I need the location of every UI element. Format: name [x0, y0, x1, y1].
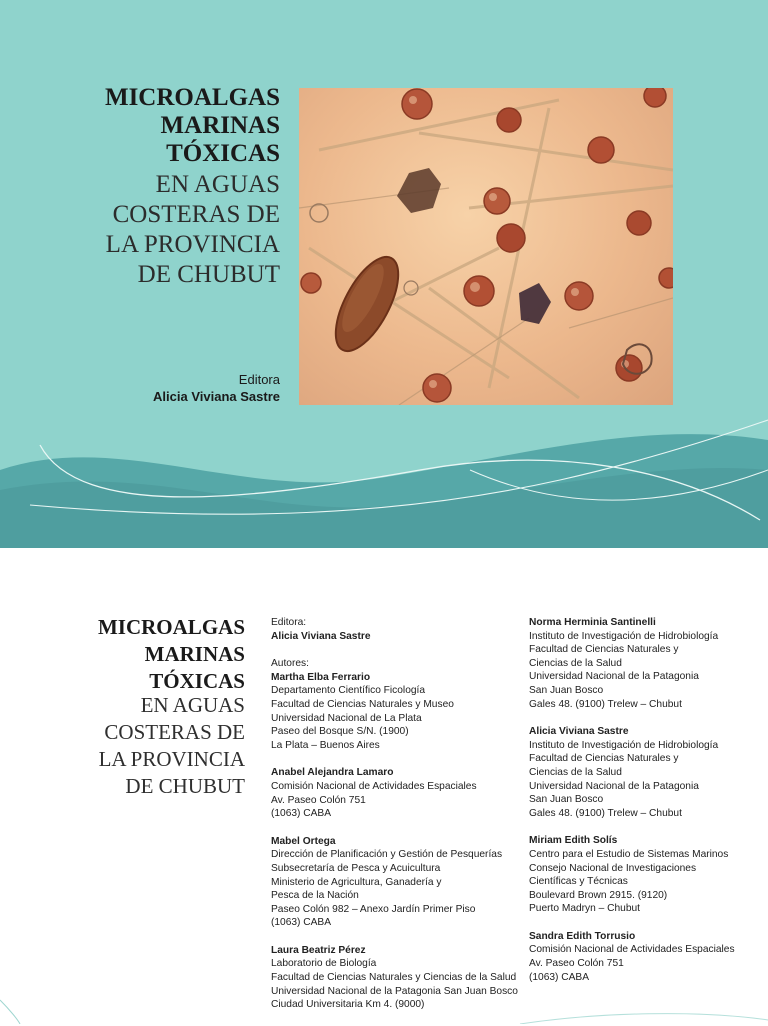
author-name: Sandra Edith Torrusio — [529, 930, 636, 942]
affiliation-line: Facultad de Ciencias Naturales y Ciencias de la Salud — [271, 972, 517, 984]
inner-title-main — [40, 614, 245, 695]
credits-column-1 — [271, 616, 521, 1026]
title-line: MARINAS — [160, 112, 280, 139]
editor-label: Editora: — [271, 617, 307, 628]
author-entry — [529, 930, 764, 984]
affiliation-line: Laboratorio de Biología — [271, 958, 377, 970]
cover-editor-label: Editora — [238, 372, 280, 387]
affiliation-line: Av. Paseo Colón 751 — [529, 958, 624, 970]
affiliation-line: Dirección de Planificación y Gestión de Pesquerías — [271, 849, 503, 861]
affiliation-line: San Juan Bosco — [529, 684, 604, 696]
microalgae-micrograph — [299, 88, 673, 405]
title-line: TÓXICAS — [149, 669, 245, 693]
affiliation-line: Universidad Nacional de la Patagonia San Juan Bosco — [271, 985, 518, 997]
affiliation-line: Consejo Nacional de Investigaciones — [529, 862, 697, 874]
title-line: MICROALGAS — [97, 615, 245, 639]
author-name: Mabel Ortega — [271, 835, 336, 847]
cover-title-main — [40, 84, 280, 168]
affiliation-line: (1063) CABA — [529, 971, 590, 983]
title-line: EN AGUAS — [155, 171, 280, 198]
affiliation-line: Ciencias de la Salud — [529, 766, 622, 778]
affiliation-line: Facultad de Ciencias Naturales y — [529, 753, 679, 765]
title-line: MARINAS — [144, 642, 245, 666]
cover-editor-name: Alicia Viviana Sastre — [153, 389, 280, 404]
title-line: LA PROVINCIA — [105, 231, 280, 258]
title-line: DE CHUBUT — [125, 774, 245, 798]
title-line: EN AGUAS — [140, 693, 245, 717]
affiliation-line: Boulevard Brown 2915. (9120) — [529, 889, 668, 901]
affiliation-line: Subsecretaría de Pesca y Acuicultura — [271, 862, 441, 874]
affiliation-line: Pesca de la Nación — [271, 890, 359, 902]
affiliation-line: (1063) CABA — [271, 808, 332, 820]
affiliation-line: Comisión Nacional de Actividades Espaciales — [271, 780, 477, 792]
author-name: Miriam Edith Solís — [529, 835, 618, 847]
title-line: MICROALGAS — [104, 84, 280, 111]
author-name: Norma Herminia Santinelli — [529, 617, 656, 628]
affiliation-line: Facultad de Ciencias Naturales y — [529, 644, 679, 656]
title-line: DE CHUBUT — [137, 261, 280, 288]
author-entry — [271, 671, 521, 753]
affiliation-line: Gales 48. (9100) Trelew – Chubut — [529, 698, 682, 710]
title-line: COSTERAS DE — [112, 201, 280, 228]
author-entry — [529, 725, 764, 820]
title-line: LA PROVINCIA — [98, 747, 245, 771]
affiliation-line: Universidad Nacional de la Patagonia — [529, 671, 699, 683]
affiliation-line: Instituto de Investigación de Hidrobiología — [529, 630, 719, 642]
author-entry — [529, 616, 764, 711]
author-name: Alicia Viviana Sastre — [529, 726, 629, 738]
title-line: COSTERAS DE — [104, 720, 245, 744]
credits-column-2 — [529, 616, 764, 998]
affiliation-line: Ciencias de la Salud — [529, 657, 622, 669]
affiliation-line: Científicas y Técnicas — [529, 876, 628, 888]
affiliation-line: Paseo Colón 982 – Anexo Jardín Primer Piso — [271, 903, 476, 915]
author-entry — [271, 835, 521, 930]
affiliation-line: Instituto de Investigación de Hidrobiología — [529, 739, 719, 751]
cover-title-sub — [40, 170, 280, 290]
affiliation-line: (1063) CABA — [271, 917, 332, 929]
author-name: Martha Elba Ferrario — [271, 671, 371, 683]
authors-label: Autores: — [271, 658, 309, 670]
affiliation-line: Gales 48. (9100) Trelew – Chubut — [529, 807, 682, 819]
author-entry — [271, 766, 521, 820]
author-name: Laura Beatriz Pérez — [271, 944, 366, 956]
affiliation-line: Centro para el Estudio de Sistemas Marinos — [529, 848, 729, 860]
affiliation-line: Av. Paseo Colón 751 — [271, 794, 366, 806]
inner-title-sub — [40, 692, 245, 800]
swirl-decoration — [0, 990, 768, 1024]
title-line: TÓXICAS — [166, 140, 280, 167]
affiliation-line: Departamento Científico Ficología — [271, 685, 426, 697]
affiliation-line: Paseo del Bosque S/N. (1900) — [271, 726, 409, 738]
affiliation-line: Puerto Madryn – Chubut — [529, 903, 640, 915]
affiliation-line: Ministerio de Agricultura, Ganadería y — [271, 876, 442, 888]
affiliation-line: San Juan Bosco — [529, 794, 604, 806]
affiliation-line: La Plata – Buenos Aires — [271, 739, 380, 751]
affiliation-line: Universidad Nacional de La Plata — [271, 712, 422, 724]
affiliation-line: Facultad de Ciencias Naturales y Museo — [271, 698, 454, 710]
author-name: Anabel Alejandra Lamaro — [271, 767, 394, 779]
affiliation-line: Comisión Nacional de Actividades Espaciales — [529, 944, 735, 956]
editor-name: Alicia Viviana Sastre — [271, 630, 371, 642]
author-entry — [529, 834, 764, 916]
affiliation-line: Universidad Nacional de la Patagonia — [529, 780, 699, 792]
affiliation-line: Ciudad Universitaria Km 4. (9000) — [271, 999, 425, 1011]
